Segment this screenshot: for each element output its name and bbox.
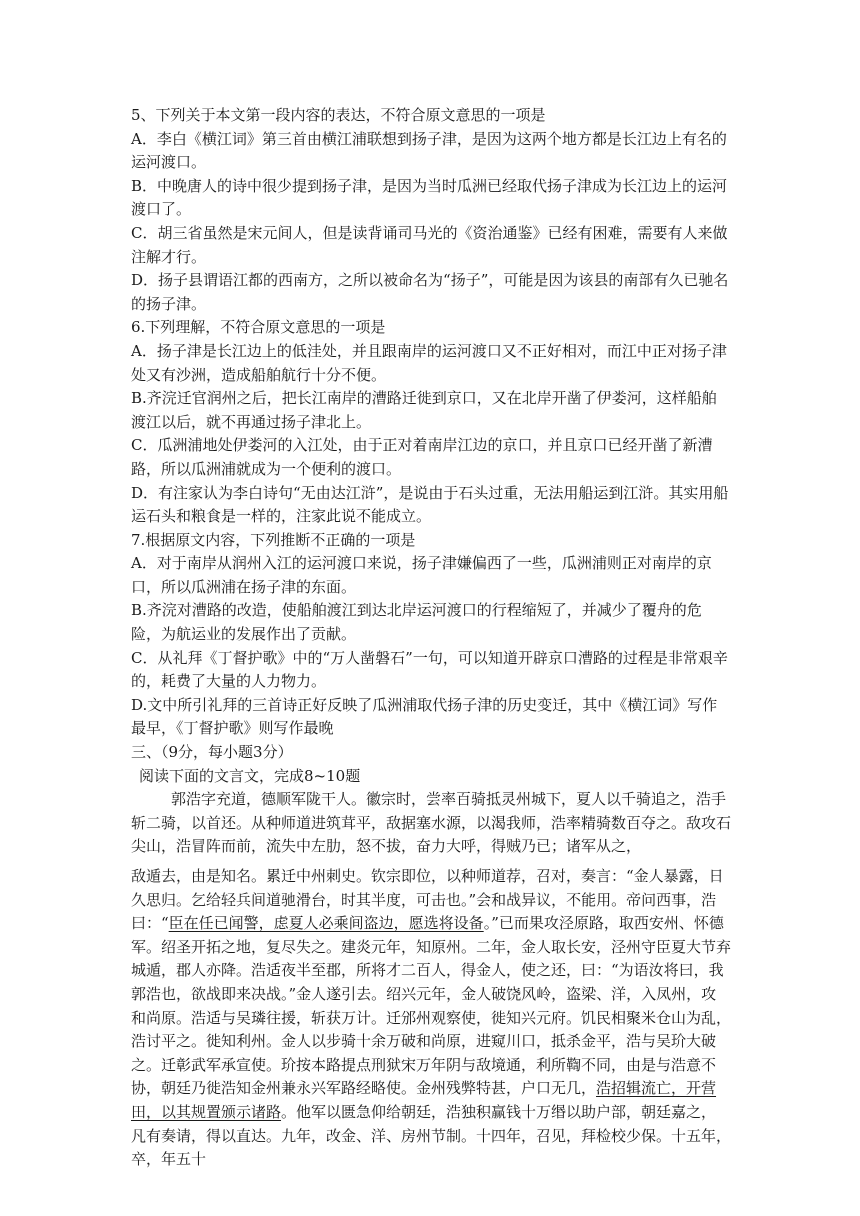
question-7-option-d: D.文中所引礼拜的三首诗正好反映了瓜洲浦取代扬子津的历史变迁，其中《横江词》写作最早，《丁督护歌》则写作最晚 [131,695,718,738]
document-body [131,104,731,1172]
question-6-option-b: B.齐浣迁官润州之后，把长江南岸的漕路迁徙到京口，又在北岸开凿了伊娄河，这样船舶渡江以后，就不再通过扬子津北上。 [131,389,717,431]
question-5-option-d: D．扬子县谓语江都的西南方，之所以被命名为“扬子”，可能是因为该县的南部有久已驰名的扬子津。 [131,271,729,313]
section-3-instruction: 阅读下面的文言文，完成8~10题 [139,766,361,785]
question-7-option-a: A．对于南岸从润州入江的运河渡口来说，扬子津嫌偏西了一些，瓜洲浦则正对南岸的京口，所以瓜洲浦在扬子津的东面。 [131,554,712,596]
text-segment: 敌遁去，由是知名。累迁中州刺史。钦宗即位，以种师道荐，召对，奏言：“金人暴露，日久思归。乞给轻兵间道驰滑台，时其半度，可击也。”会和战异议，不能用。帝问西事，浩曰：“ [131,867,724,933]
question-7-option-c: C．从礼拜《丁督护歌》中的“万人凿磐石”一句，可以知道开辟京口漕路的过程是非常艰辛的，耗费了大量的人力物力。 [131,648,728,691]
question-6-option-c: C．瓜洲浦地处伊娄河的入江处，由于正对着南岸江边的京口，并且京口已经开凿了新漕路，所以瓜洲浦就成为一个便利的渡口。 [131,436,713,478]
question-5-stem: 5、下列关于本文第一段内容的表达，不符合原文意思的一项是 [131,106,546,124]
section-3-heading: 三、（9分，每小题3分） [131,743,293,762]
underlined-sentence-2: 浩招辑流亡，开营田，以其规置颁示诸路 [131,1079,717,1121]
classical-text-paragraph-1: 郭浩字充道，德顺军陇干人。徽宗时，尝率百骑抵灵州城下，夏人以千骑追之，浩手斩二骑，以首还。从种师道进筑茸平，敌据塞水源，以渴我师，浩率精骑数百夺之。敌攻石尖山，浩冒阵而前，流失中左肋，怒不拔，奋力大呼，得贼乃已；诸军从之， [131,790,732,856]
question-5-option-a: A．李白《横江词》第三首由横江浦联想到扬子津，是因为这两个地方都是长江边上有名的运河渡口。 [131,129,727,172]
question-7-stem: 7.根据原文内容，下列推断不正确的一项是 [131,530,416,549]
underlined-sentence-1: 臣在任已闻警，虑夏人必乘间盗边，愿选将设备 [168,914,484,933]
classical-text-paragraph-2 [131,865,731,1172]
question-5-option-c: C．胡三省虽然是宋元间人，但是读背诵司马光的《资治通鉴》已经有困难，需要有人来做注解才行。 [131,223,728,266]
question-7-option-b: B.齐浣对漕路的改造，使船舶渡江到达北岸运河渡口的行程缩短了，并减少了覆舟的危险，为航运业的发展作出了贡献。 [131,601,702,644]
text-segment: 。”已而果攻泾原路，取西安州、怀德军。绍圣开拓之地，复尽失之。建炎元年，知原州。二年，金人取长安，泾州守臣夏大节弃城遁，郡人亦降。浩适夜半至郡，所将才二百人，得金人，使之还，曰：“为语汝将曰，我郭浩也，欲战即来决战。”金人遂引去。绍兴元年，金人破饶风岭，盗梁、洋，入凤州，攻和尚原。浩适与吴璘往援，斩获万计。迁邠州观察使，徙知兴元府。饥民相聚米仓山为乱，浩讨平之。徙知利州。金人以步骑十余万破和尚原，进窥川口，抵杀金平，浩与吴玠大破之。迁彰武军承宣使。玠按本路提点刑狱宋万年阴与敌境通，利所鞫不同，由是与浩意不协，朝廷乃徙浩知金州兼永兴军路经略使。金州残弊特甚，户口无几， [131,914,732,1098]
question-6-option-a: A．扬子津是长江边上的低洼处，并且跟南岸的运河渡口又不正好相对，而江中正对扬子津处又有沙洲，造成船舶航行十分不便。 [131,341,727,384]
question-6-option-d: D．有注家认为李白诗句“无由达江浒”，是说由于石头过重，无法用船运到江浒。其实用船运石头和粮食是一样的，注家此说不能成立。 [131,483,729,526]
question-5-option-b: B．中晚唐人的诗中很少提到扬子津，是因为当时瓜洲已经取代扬子津成为长江边上的运河渡口了。 [131,176,728,219]
question-6-stem: 6.下列理解，不符合原文意思的一项是 [131,318,386,337]
text-segment: 。他军以匮急仰给朝廷，浩独积赢钱十万缗以助户部，朝廷嘉之，凡有奏请，得以直达。九年，改金、洋、房州节制。十四年，召见，拜检校少保。十五年，卒，年五十 [131,1102,732,1169]
